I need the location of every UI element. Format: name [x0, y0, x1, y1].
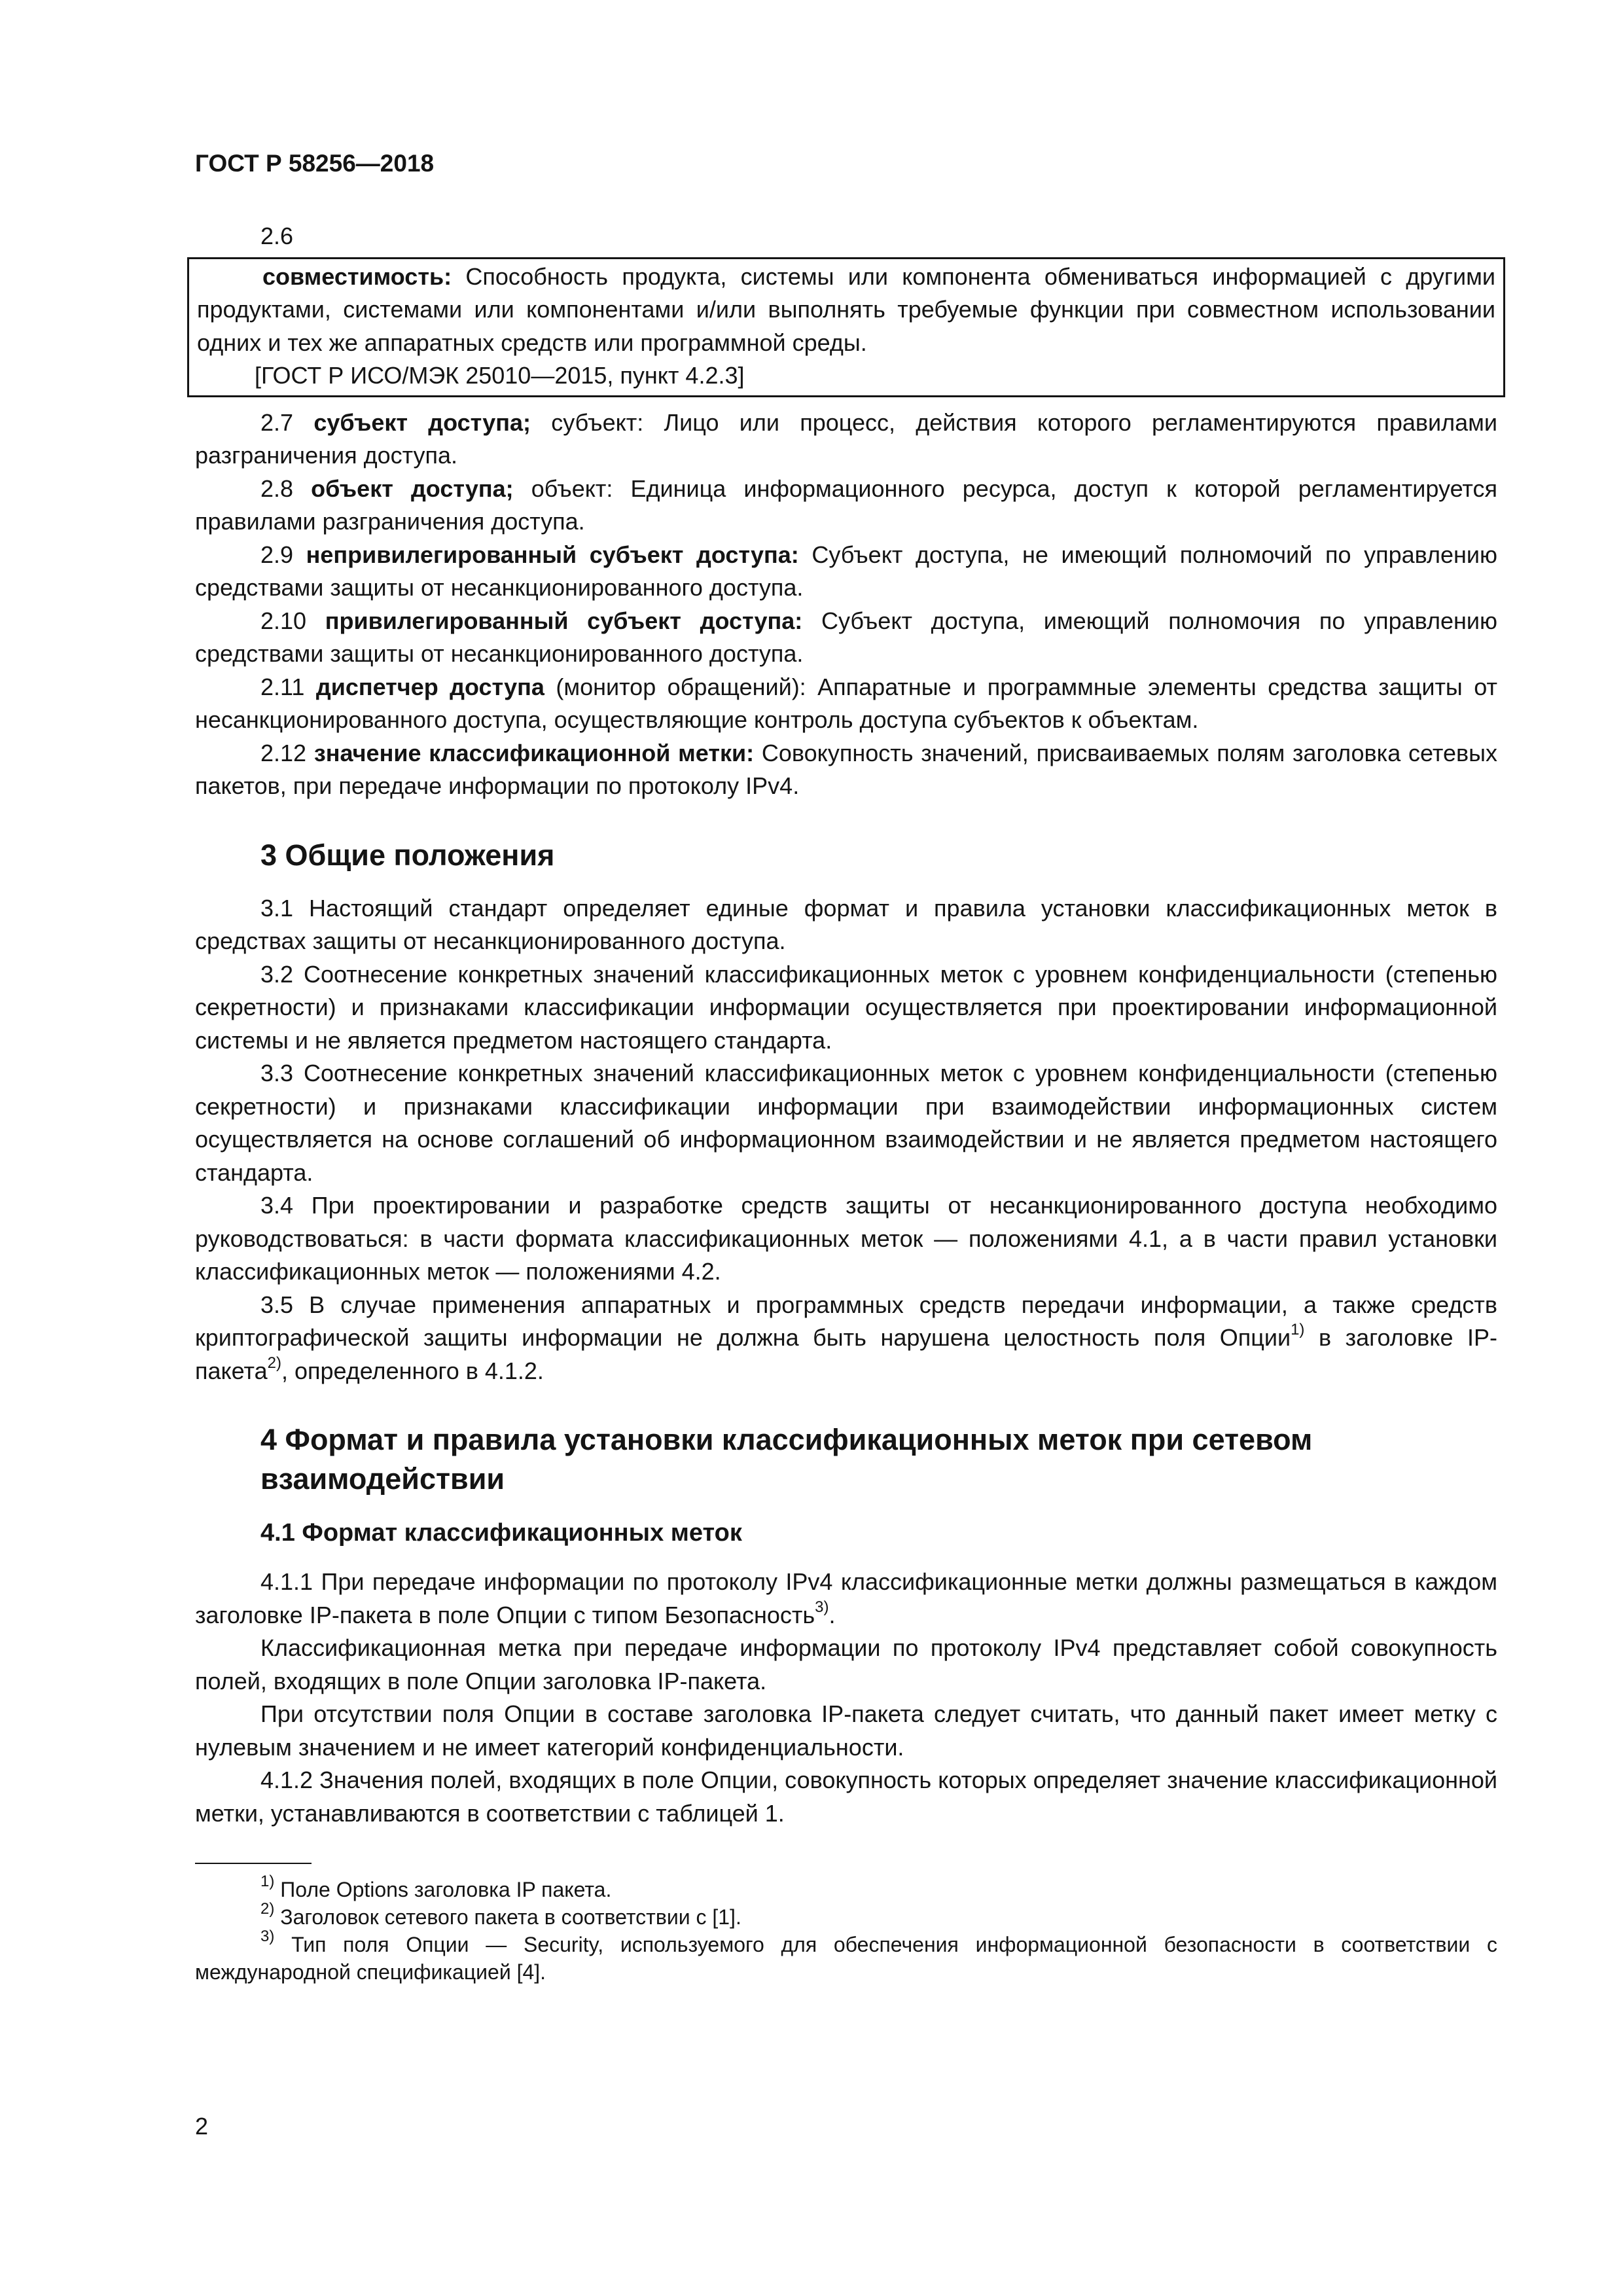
footnote-ref: 2) — [267, 1354, 281, 1372]
paragraph: 3.2 Соотнесение конкретных значений классификационных меток с уровнем конфиденциальности (степенью секретности) и признаками классификации информации осуществляется при проектировании информационной системы и не является предметом настоящего стандарта. — [195, 960, 1497, 1054]
term-definition-box — [187, 257, 1505, 397]
footnote: $^{2)}$ Заголовок сетевого пакета в соответствии с [1]. — [260, 1900, 741, 1929]
paragraph: При отсутствии поля Опции в составе заголовка IP-пакета следует считать, что данный пакет имеет метку с нулевым значением и не имеет категорий конфиденциальности. — [195, 1700, 1497, 1761]
term-item: 2.9 непривилегированный субъект доступа: Субъект доступа, не имеющий полномочий по управлению средствами защиты от несанкционированного доступа. — [195, 541, 1497, 601]
footnote-divider — [195, 1863, 312, 1864]
term-number: 2.6 — [260, 223, 294, 249]
footnote-ref: 1) — [1291, 1321, 1305, 1338]
term-item: 2.7 субъект доступа; субъект: Лицо или процесс, действия которого регламентируются правилами разграничения доступа. — [195, 408, 1497, 469]
paragraph: 3.1 Настоящий стандарт определяет единые формат и правила установки классификационных меток в средствах защиты от несанкционированного доступа. — [195, 894, 1497, 954]
paragraph: 3.3 Соотнесение конкретных значений классификационных меток с уровнем конфиденциальности (степенью секретности) и признаками классификации информации при взаимодействии информационных систем осуществляется на основе соглашений об информационном взаимодействии и не является предметом настоящего стандарта. — [195, 1060, 1497, 1186]
footnote: $^{3)}$ Тип поля Опции — Security, используемого для обеспечения информационной безопасности в соответствии с международной спецификацией [4]. — [195, 1928, 1498, 1984]
term-item: 2.11 диспетчер доступа (монитор обращений): Аппаратные и программные элементы средства защиты от несанкционированного доступа, осуществляющие контроль доступа субъектов к объектам. — [195, 673, 1497, 733]
section-heading-4: 4 Формат и правила установки классификационных меток при сетевом взаимодействии — [260, 1423, 1313, 1496]
paragraph: 3.4 При проектировании и разработке средств защиты от несанкционированного доступа необходимо руководствоваться: в части формата классификационных меток — положениями 4.1, а в части правил установки классификационных меток — положениями 4.2. — [195, 1192, 1497, 1285]
subsection-heading-4-1: 4.1 Формат классификационных меток — [260, 1519, 742, 1547]
paragraph: 3.5 В случае применения аппаратных и программных средств передачи информации, а также средств криптографической защиты информации не должна быть нарушена целостность поля Опции$^{1)}$ в заголовке IP-пакета$^{2)}$, определенного в 4.1.2. — [195, 1291, 1498, 1384]
paragraph: 4.1.1 При передаче информации по протоколу IPv4 классификационные метки должны размещаться в каждом заголовке IP-пакета в поле Опции с типом Безопасность$^{3)}$. — [195, 1568, 1497, 1628]
footnotes — [195, 1873, 1498, 1986]
paragraph: Классификационная метка при передаче информации по протоколу IPv4 представляет собой совокупность полей, входящих в поле Опции заголовка IP-пакета. — [195, 1634, 1497, 1695]
term-title: совместимость: — [262, 262, 452, 290]
footnote: $^{1)}$ Поле Options заголовка IP пакета. — [260, 1873, 612, 1901]
term-item: 2.12 значение классификационной метки: Совокупность значений, присваиваемых полям заголовка сетевых пакетов, при передаче информации по протоколу IPv4. — [195, 739, 1497, 799]
section-heading-3: 3 Общие положения — [260, 838, 555, 872]
page-number: 2 — [195, 2113, 209, 2140]
term-reference: [ГОСТ Р ИСО/МЭК 25010—2015, пункт 4.2.3] — [255, 362, 745, 389]
paragraph: 4.1.2 Значения полей, входящих в поле Опции, совокупность которых определяет значение классификационной метки, устанавливаются в соответствии с таблицей 1. — [195, 1767, 1497, 1827]
page-content — [195, 220, 1497, 1986]
document-header: ГОСТ Р 58256—2018 — [195, 150, 435, 177]
term-item: 2.10 привилегированный субъект доступа: Субъект доступа, имеющий полномочия по управлению средствами защиты от несанкционированного доступа. — [195, 607, 1497, 667]
term-definition: Способность продукта, системы или компонента обмениваться информацией с другими продуктами, системами или компонентами и/или выполнять требуемые функции при совместном использовании одних и тех же аппаратных средств или программной среды. — [197, 262, 1495, 356]
term-item: 2.8 объект доступа; объект: Единица информационного ресурса, доступ к которой регламентируется правилами разграничения доступа. — [195, 475, 1497, 535]
footnote-ref: 3) — [815, 1598, 829, 1616]
